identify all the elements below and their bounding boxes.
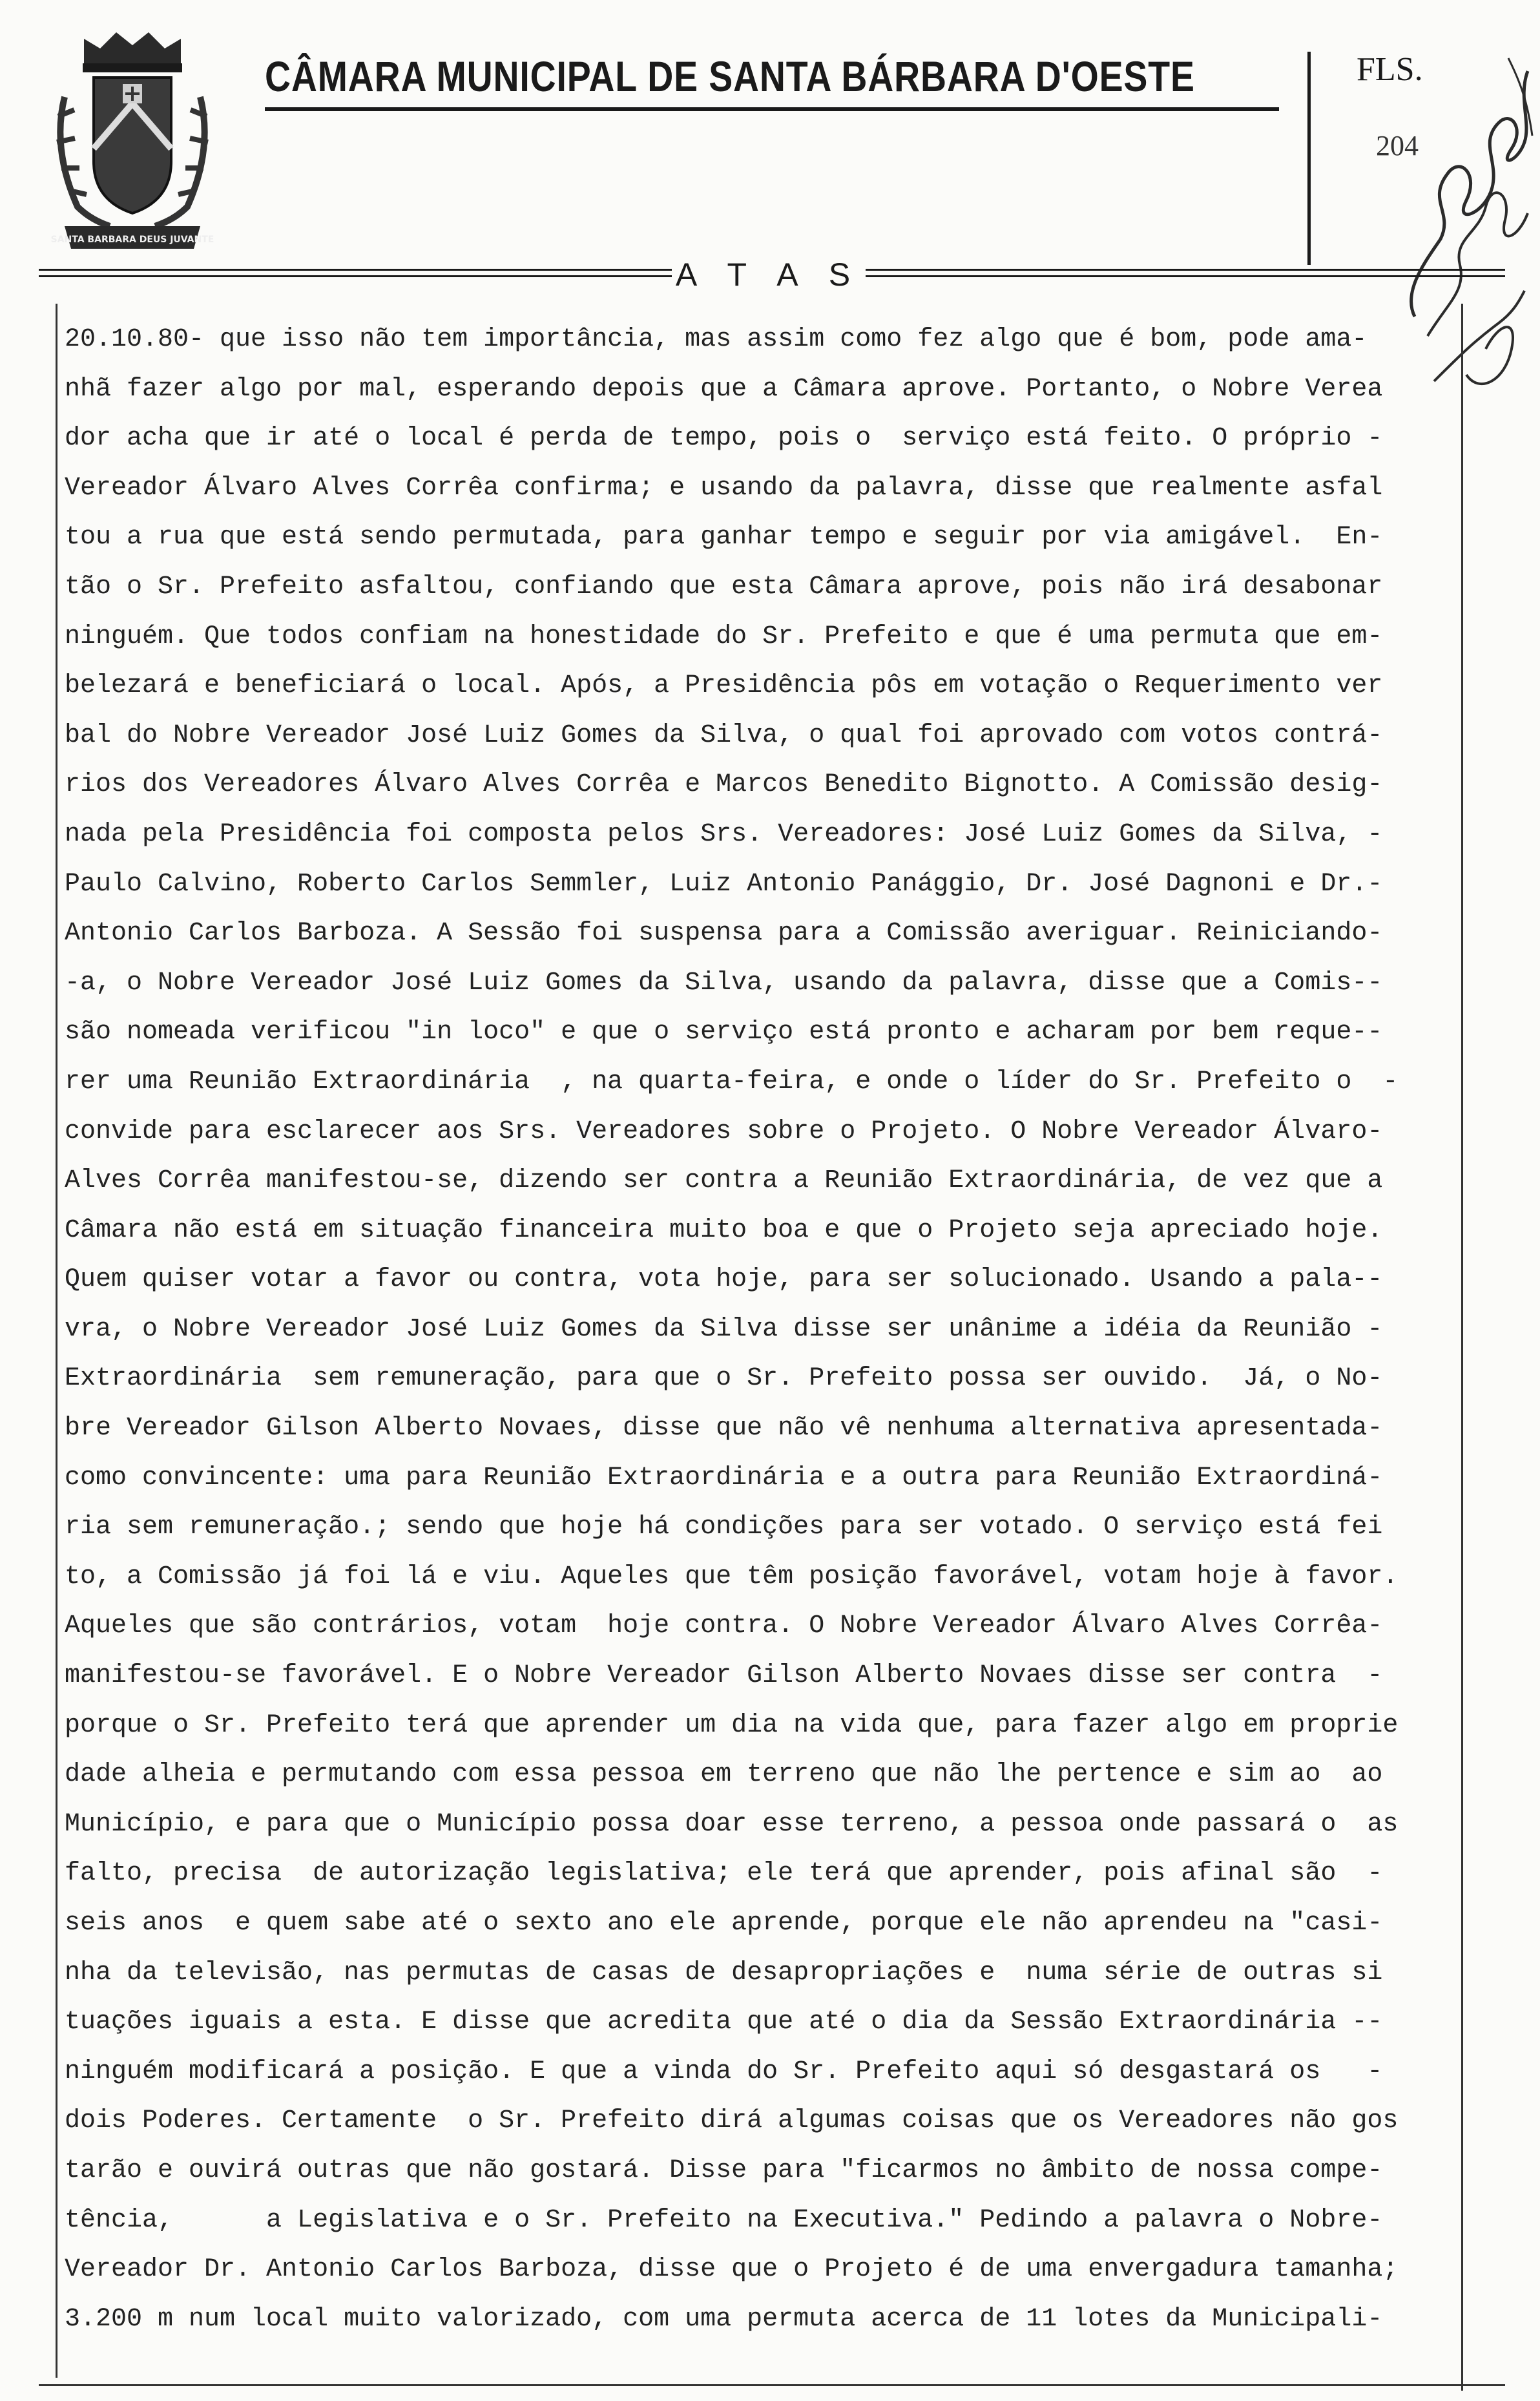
left-margin-rule bbox=[56, 304, 57, 2378]
text-line: 3.200 m num local muito valorizado, com uma permuta acerca de 11 lotes da Municipali- bbox=[65, 2304, 1383, 2334]
text-line: bal do Nobre Vereador José Luiz Gomes da Silva, o qual foi aprovado com votos contrá- bbox=[65, 720, 1383, 750]
text-line: -a, o Nobre Vereador José Luiz Gomes da Silva, usando da palavra, disse que a Comis-- bbox=[65, 968, 1383, 998]
text-line: tência, a Legislativa e o Sr. Prefeito na Executiva." Pedindo a palavra o Nobre- bbox=[65, 2205, 1383, 2235]
text-line: Município, e para que o Município possa doar esse terreno, a pessoa onde passará o as bbox=[65, 1809, 1399, 1839]
text-line: nada pela Presidência foi composta pelos Srs. Vereadores: José Luiz Gomes da Silva, - bbox=[65, 819, 1383, 849]
institution-name: CÂMARA MUNICIPAL DE SANTA BÁRBARA D'OESTE bbox=[265, 52, 1195, 100]
text-line: belezará e beneficiará o local. Após, a Presidência pôs em votação o Requerimento ver bbox=[65, 671, 1383, 701]
text-line: são nomeada verificou "in loco" e que o serviço está pronto e acharam por bem reque-- bbox=[65, 1018, 1383, 1047]
text-line: vra, o Nobre Vereador José Luiz Gomes da Silva disse ser unânime a idéia da Reunião - bbox=[65, 1314, 1383, 1344]
text-line: dade alheia e permutando com essa pessoa em terreno que não lhe pertence e sim ao ao bbox=[65, 1760, 1383, 1790]
text-line: seis anos e quem sabe até o sexto ano ele aprende, porque ele não aprendeu na "casi- bbox=[65, 1909, 1383, 1938]
text-line: rios dos Vereadores Álvaro Alves Corrêa e Marcos Benedito Bignotto. A Comissão desig- bbox=[65, 770, 1383, 800]
text-line: tuações iguais a esta. E disse que acredita que até o dia da Sessão Extraordinária -- bbox=[65, 2008, 1383, 2037]
municipal-crest-icon bbox=[39, 19, 226, 252]
text-line: nhã fazer algo por mal, esperando depois que a Câmara aprove. Portanto, o Nobre Verea bbox=[65, 374, 1383, 404]
text-line: dois Poderes. Certamente o Sr. Prefeito dirá algumas coisas que os Vereadores não gos bbox=[65, 2106, 1399, 2136]
text-line: Antonio Carlos Barboza. A Sessão foi suspensa para a Comissão averiguar. Reiniciando- bbox=[65, 919, 1383, 949]
folio-number: 204 bbox=[1376, 130, 1419, 162]
text-line: tão o Sr. Prefeito asfaltou, confiando que esta Câmara aprove, pois não irá desabonar bbox=[65, 572, 1383, 602]
text-line: Paulo Calvino, Roberto Carlos Semmler, Luiz Antonio Panággio, Dr. José Dagnoni e Dr.- bbox=[65, 869, 1383, 899]
text-line: Alves Corrêa manifestou-se, dizendo ser contra a Reunião Extraordinária, de vez que a bbox=[65, 1166, 1383, 1196]
text-line: ninguém modificará a posição. E que a vinda do Sr. Prefeito aqui só desgastará os - bbox=[65, 2057, 1383, 2086]
text-line: rer uma Reunião Extraordinária , na quarta-feira, e onde o líder do Sr. Prefeito o - bbox=[65, 1067, 1399, 1096]
text-line: tou a rua que está sendo permutada, para ganhar tempo e seguir por via amigável. En- bbox=[65, 523, 1383, 552]
folio-label: FLS. bbox=[1357, 51, 1423, 88]
text-line: Extraordinária sem remuneração, para que o Sr. Prefeito possa ser ouvido. Já, o No- bbox=[65, 1364, 1383, 1394]
document-title: A T A S bbox=[672, 256, 866, 293]
crest-motto: SANTA BARBARA DEUS JUVANTE bbox=[50, 235, 214, 245]
text-line: Vereador Álvaro Alves Corrêa confirma; e usando da palavra, disse que realmente asfal bbox=[65, 473, 1383, 503]
text-line: ria sem remuneração.; sendo que hoje há condições para ser votado. O serviço está fei bbox=[65, 1513, 1383, 1542]
text-line: dor acha que ir até o local é perda de tempo, pois o serviço está feito. O próprio - bbox=[65, 424, 1383, 454]
text-line: Câmara não está em situação financeira muito boa e que o Projeto seja apreciado hoje. bbox=[65, 1215, 1383, 1245]
text-line: to, a Comissão já foi lá e viu. Aqueles que têm posição favorável, votam hoje à favor. bbox=[65, 1562, 1399, 1591]
bottom-rule bbox=[39, 2384, 1505, 2386]
text-line: convide para esclarecer aos Srs. Vereadores sobre o Projeto. O Nobre Vereador Álvaro- bbox=[65, 1117, 1383, 1146]
text-line: manifestou-se favorável. E o Nobre Vereador Gilson Alberto Novaes disse ser contra - bbox=[65, 1661, 1383, 1691]
header-divider bbox=[1307, 52, 1311, 265]
text-line: falto, precisa de autorização legislativa; ele terá que aprender, pois afinal são - bbox=[65, 1859, 1383, 1889]
text-line: como convincente: uma para Reunião Extraordinária e a outra para Reunião Extraordiná- bbox=[65, 1463, 1383, 1493]
text-line: nha da televisão, nas permutas de casas de desapropriações e numa série de outras si bbox=[65, 1958, 1383, 1987]
text-line: Aqueles que são contrários, votam hoje contra. O Nobre Vereador Álvaro Alves Corrêa- bbox=[65, 1611, 1383, 1641]
text-line: porque o Sr. Prefeito terá que aprender um dia na vida que, para fazer algo em proprie bbox=[65, 1710, 1399, 1740]
text-line: Vereador Dr. Antonio Carlos Barboza, disse que o Projeto é de uma envergadura tamanha; bbox=[65, 2255, 1399, 2285]
text-line: bre Vereador Gilson Alberto Novaes, disse que não vê nenhuma alternativa apresentada- bbox=[65, 1414, 1383, 1443]
text-line: tarão e ouvirá outras que não gostará. Disse para "ficarmos no âmbito de nossa compe- bbox=[65, 2155, 1383, 2185]
minutes-text bbox=[65, 315, 1466, 2344]
text-line: 20.10.80- que isso não tem importância, mas assim como fez algo que é bom, pode ama- bbox=[65, 325, 1368, 354]
text-line: ninguém. Que todos confiam na honestidade do Sr. Prefeito e que é uma permuta que em- bbox=[65, 622, 1383, 651]
header-rule bbox=[265, 107, 1279, 111]
text-line: Quem quiser votar a favor ou contra, vota hoje, para ser solucionado. Usando a pala-- bbox=[65, 1265, 1383, 1295]
